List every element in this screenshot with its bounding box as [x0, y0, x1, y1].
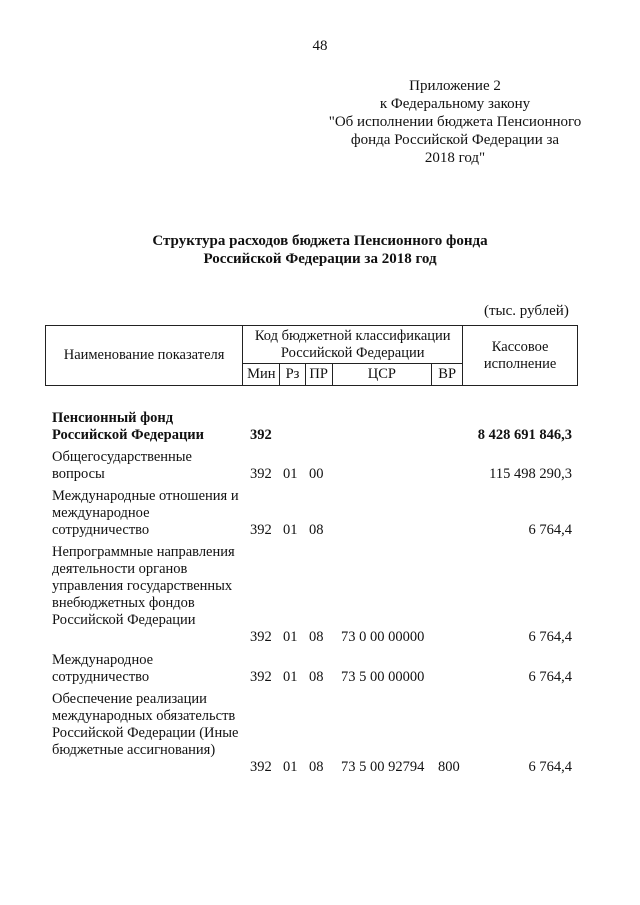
- appendix-line: фонда Российской Федерации за: [350, 132, 560, 148]
- row-csr: 73 5 00 92794: [341, 759, 425, 775]
- row-rz: 01: [283, 466, 298, 482]
- row-pr: 08: [309, 669, 324, 685]
- appendix-line: "Об исполнении бюджета Пенсионного: [328, 114, 582, 130]
- row-rz: 01: [283, 629, 298, 645]
- header-vr: ВР: [432, 364, 463, 386]
- row-csr: 73 0 00 00000: [341, 629, 425, 645]
- row-min: 392: [250, 466, 272, 482]
- appendix-line: 2018 год": [424, 150, 486, 166]
- page-number: 48: [312, 38, 328, 54]
- header-name-column: Наименование показателя: [46, 326, 243, 386]
- appendix-note: [300, 77, 610, 167]
- row-pr: 08: [309, 522, 324, 538]
- row-min: 392: [250, 669, 272, 685]
- appendix-line: к Федеральному закону: [379, 96, 531, 112]
- header-amount-column: Кассовое исполнение: [463, 326, 578, 386]
- table-header: [45, 325, 578, 386]
- row-name: Непрограммные направления деятельности органов управления государственных внебюджетных фондов Российской Федерации: [52, 544, 235, 628]
- row-name: Международные отношения и международное сотрудничество: [52, 488, 239, 538]
- document-title: [0, 232, 640, 268]
- header-min: Мин: [243, 364, 280, 386]
- row-pr: 00: [309, 466, 324, 482]
- header-csr: ЦСР: [332, 364, 431, 386]
- header-pr: ПР: [305, 364, 332, 386]
- row-name: Обеспечение реализации международных обязательств Российской Федерации (Иные бюджетные ассигнования): [52, 691, 239, 758]
- row-min: 392: [250, 427, 272, 443]
- row-name: Общегосударственные вопросы: [52, 449, 192, 482]
- row-amount: 8 428 691 846,3: [477, 427, 572, 443]
- header-code-group: Код бюджетной классификации Российской Федерации: [243, 326, 463, 364]
- row-amount: 6 764,4: [528, 759, 572, 775]
- row-amount: 6 764,4: [528, 669, 572, 685]
- row-name: Международное сотрудничество: [52, 652, 154, 685]
- row-pr: 08: [309, 629, 324, 645]
- header-rz: Рз: [280, 364, 305, 386]
- row-rz: 01: [283, 522, 298, 538]
- row-amount: 115 498 290,3: [489, 466, 572, 482]
- row-min: 392: [250, 629, 272, 645]
- row-rz: 01: [283, 759, 298, 775]
- units-label: (тыс. рублей): [484, 303, 569, 319]
- title-line-1: Структура расходов бюджета Пенсионного фонда: [152, 233, 488, 249]
- row-rz: 01: [283, 669, 298, 685]
- row-amount: 6 764,4: [528, 629, 572, 645]
- row-vr: 800: [438, 759, 460, 775]
- row-pr: 08: [309, 759, 324, 775]
- row-min: 392: [250, 522, 272, 538]
- row-amount: 6 764,4: [528, 522, 572, 538]
- appendix-line: Приложение 2: [409, 78, 501, 94]
- row-min: 392: [250, 759, 272, 775]
- title-line-2: Российской Федерации за 2018 год: [203, 251, 437, 267]
- row-name: Пенсионный фонд Российской Федерации: [52, 410, 205, 443]
- row-csr: 73 5 00 00000: [341, 669, 425, 685]
